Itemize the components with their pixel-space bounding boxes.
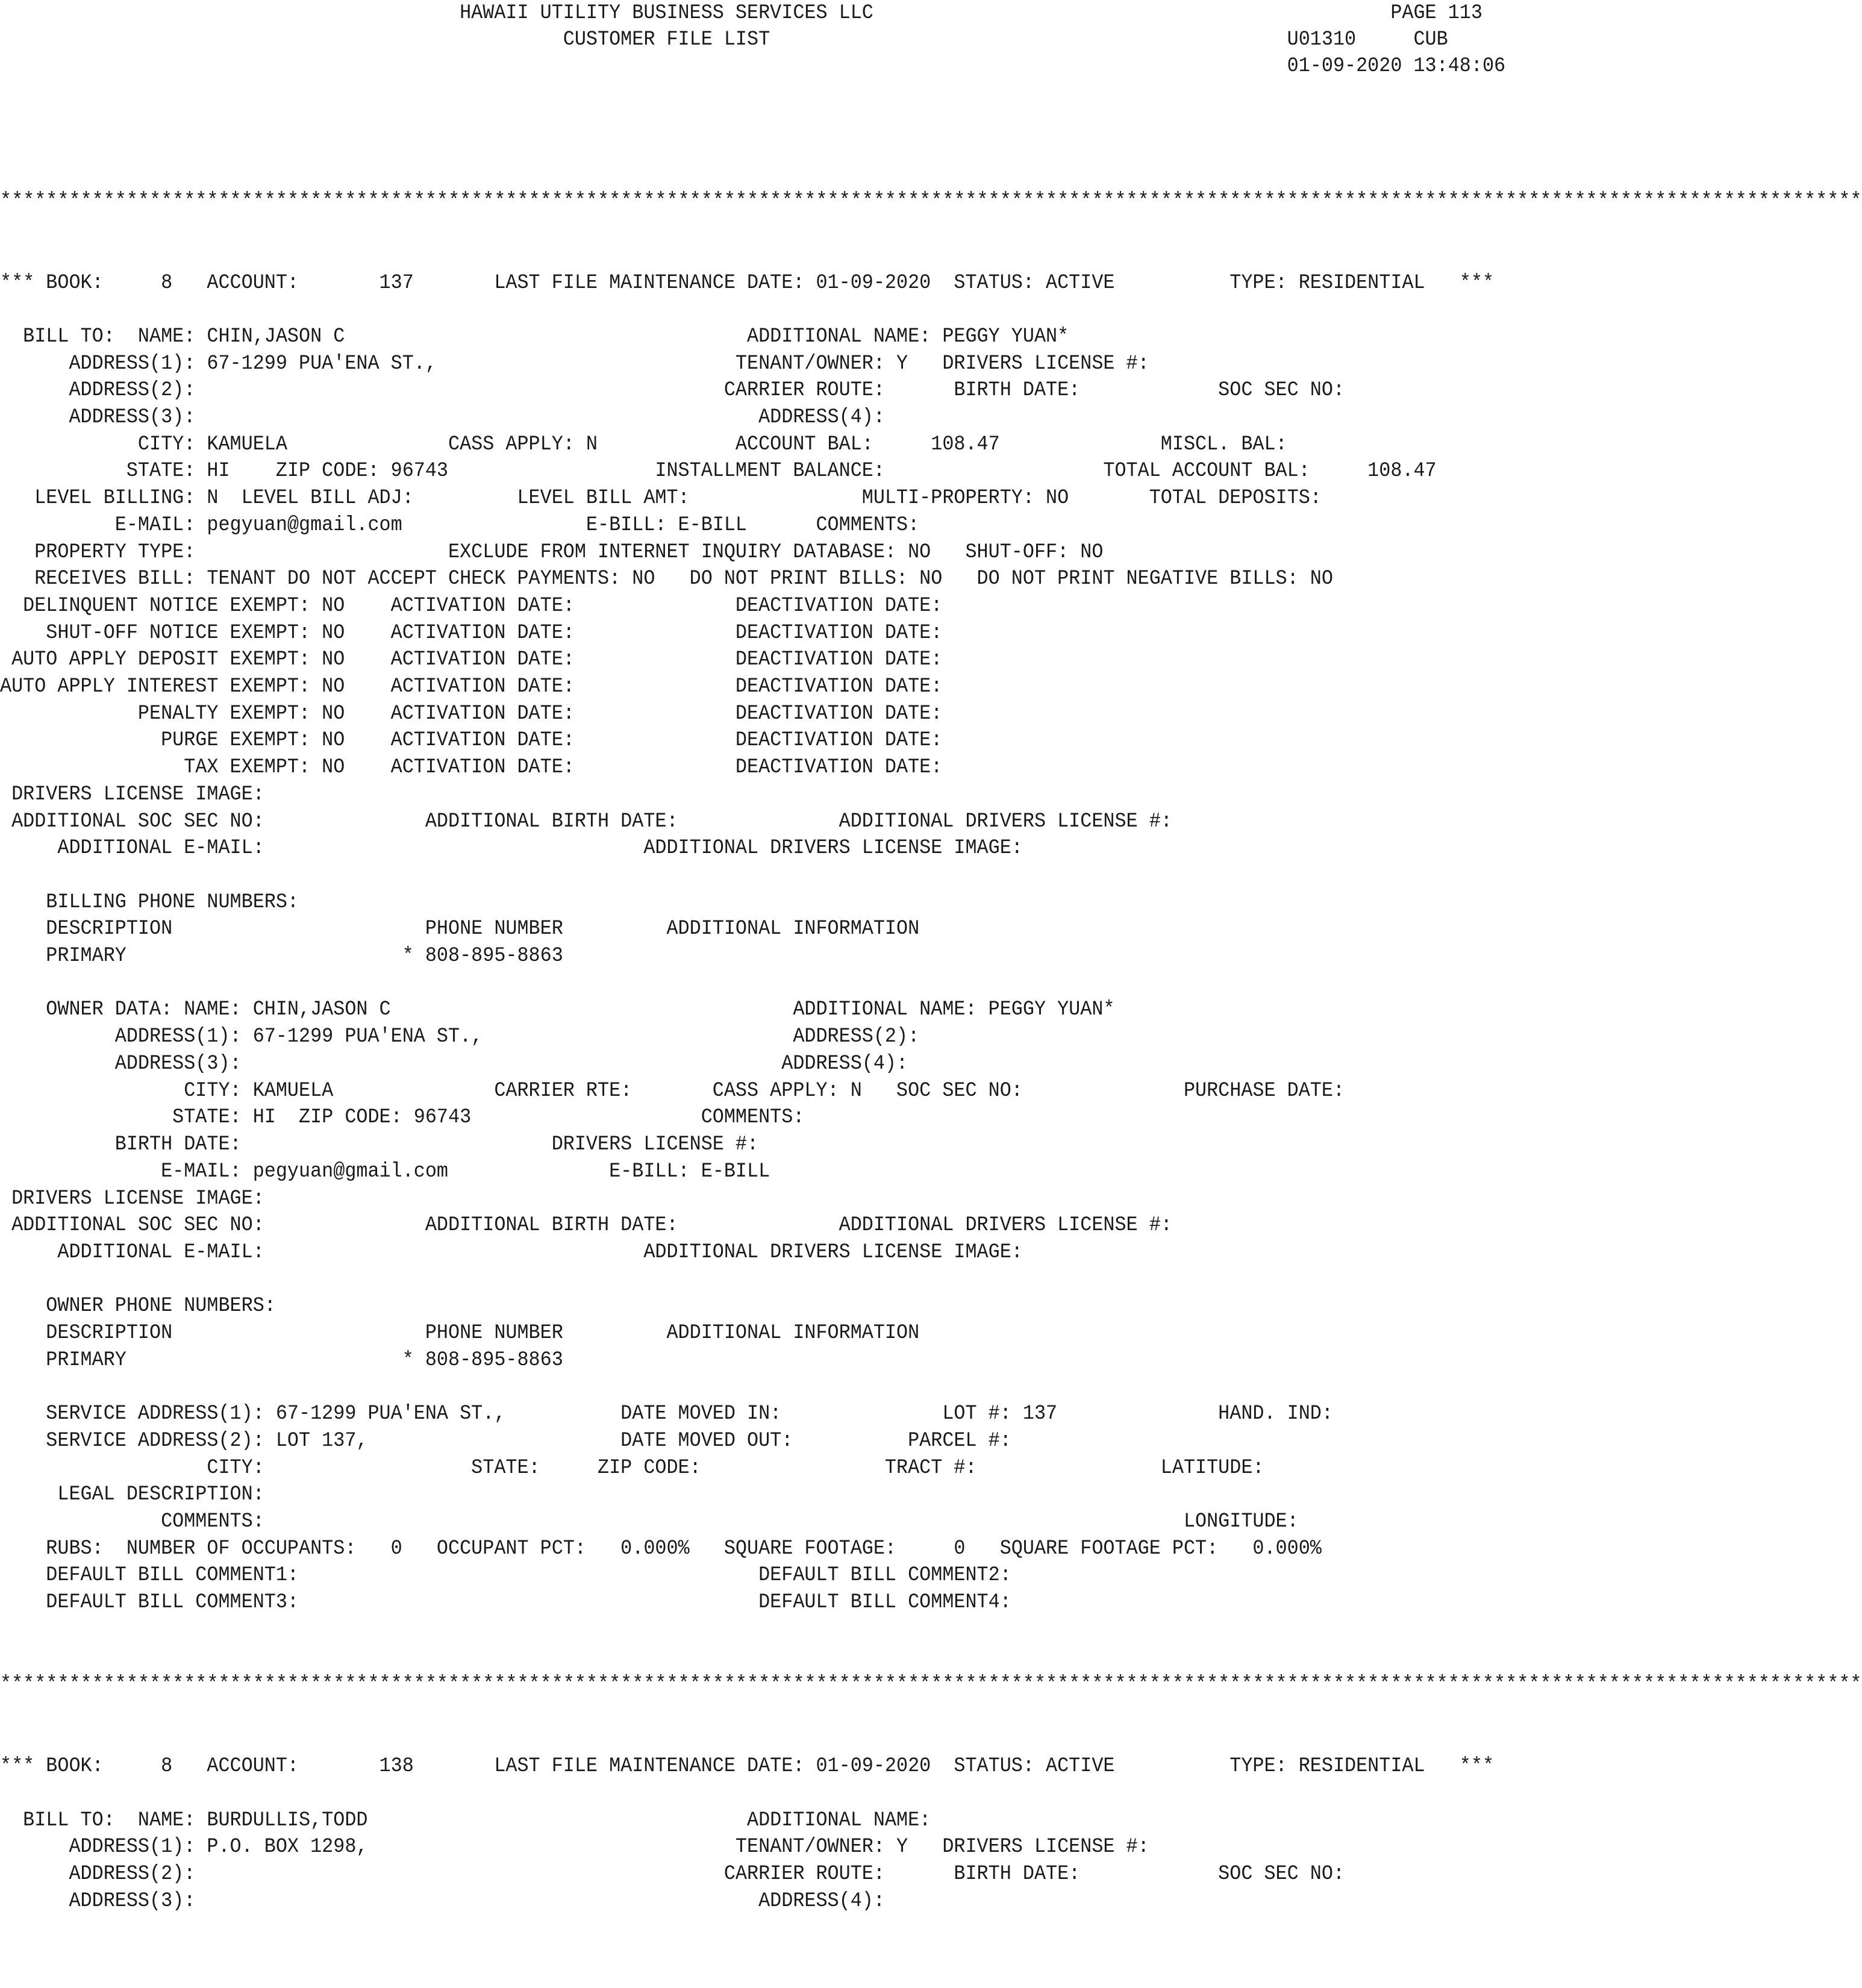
additional-line: ADDITIONAL SOC SEC NO: ADDITIONAL BIRTH DATE: ADDITIONAL DRIVERS LICENSE #: [0, 810, 1172, 833]
owner-phones-line: PRIMARY * 808-895-8863 [0, 1349, 563, 1372]
bill-to-line: ADDRESS(2): CARRIER ROUTE: BIRTH DATE: SOC SEC NO: [0, 379, 1345, 402]
bill-to-line: E-MAIL: pegyuan@gmail.com E-BILL: E-BILL COMMENTS: [0, 514, 920, 537]
exempt-line: DELINQUENT NOTICE EXEMPT: NO ACTIVATION DATE: DEACTIVATION DATE: [0, 595, 943, 617]
service-line: LEGAL DESCRIPTION: [0, 1483, 264, 1506]
bill-to-line: ADDRESS(3): ADDRESS(4): [0, 1890, 885, 1913]
owner-line: CITY: KAMUELA CARRIER RTE: CASS APPLY: N SOC SEC NO: PURCHASE DATE: [0, 1080, 1345, 1102]
star-separator: ****************************************************************************************************************************************************************** [0, 190, 1862, 213]
owner-line: ADDRESS(1): 67-1299 PUA'ENA ST., ADDRESS(2): [0, 1025, 920, 1048]
service-line: SERVICE ADDRESS(2): LOT 137, DATE MOVED OUT: PARCEL #: [0, 1430, 1011, 1452]
additional-line: ADDITIONAL E-MAIL: ADDITIONAL DRIVERS LICENSE IMAGE: [0, 837, 1023, 860]
exempt-line: PENALTY EXEMPT: NO ACTIVATION DATE: DEACTIVATION DATE: [0, 702, 943, 725]
service-line: SERVICE ADDRESS(1): 67-1299 PUA'ENA ST., DATE MOVED IN: LOT #: 137 HAND. IND: [0, 1402, 1333, 1425]
owner-line: OWNER DATA: NAME: CHIN,JASON C ADDITIONAL NAME: PEGGY YUAN* [0, 998, 1115, 1021]
service-line: DEFAULT BILL COMMENT1: DEFAULT BILL COMMENT2: [0, 1564, 1011, 1587]
report-header-company: HAWAII UTILITY BUSINESS SERVICES LLC PAGE 113 [0, 2, 1482, 25]
additional-line: DRIVERS LICENSE IMAGE: [0, 783, 264, 806]
service-line: DEFAULT BILL COMMENT3: DEFAULT BILL COMMENT4: [0, 1591, 1011, 1614]
service-line: CITY: STATE: ZIP CODE: TRACT #: LATITUDE: [0, 1457, 1264, 1480]
record-header: *** BOOK: 8 ACCOUNT: 137 LAST FILE MAINTENANCE DATE: 01-09-2020 STATUS: ACTIVE TYPE: RESIDENTIAL *** [0, 272, 1495, 295]
star-separator: ****************************************************************************************************************************************************************** [0, 1673, 1862, 1696]
bill-to-line: PROPERTY TYPE: EXCLUDE FROM INTERNET INQUIRY DATABASE: NO SHUT-OFF: NO [0, 541, 1104, 564]
owner-line: STATE: HI ZIP CODE: 96743 COMMENTS: [0, 1106, 805, 1129]
billing-phones-line: PRIMARY * 808-895-8863 [0, 945, 563, 967]
bill-to-line: ADDRESS(1): P.O. BOX 1298, TENANT/OWNER: Y DRIVERS LICENSE #: [0, 1836, 1149, 1858]
bill-to-line: ADDRESS(3): ADDRESS(4): [0, 406, 885, 429]
service-line: RUBS: NUMBER OF OCCUPANTS: 0 OCCUPANT PCT: 0.000% SQUARE FOOTAGE: 0 SQUARE FOOTAGE PCT: 0.000% [0, 1537, 1322, 1560]
exempt-line: TAX EXEMPT: NO ACTIVATION DATE: DEACTIVATION DATE: [0, 756, 943, 779]
owner-line: E-MAIL: pegyuan@gmail.com E-BILL: E-BILL [0, 1160, 770, 1183]
owner-phones-line: DESCRIPTION PHONE NUMBER ADDITIONAL INFORMATION [0, 1322, 920, 1345]
bill-to-line: ADDRESS(2): CARRIER ROUTE: BIRTH DATE: SOC SEC NO: [0, 1863, 1345, 1886]
exempt-line: PURGE EXEMPT: NO ACTIVATION DATE: DEACTIVATION DATE: [0, 729, 943, 752]
service-line: COMMENTS: LONGITUDE: [0, 1510, 1299, 1533]
bill-to-line: BILL TO: NAME: BURDULLIS,TODD ADDITIONAL NAME: [0, 1809, 931, 1832]
bill-to-line: STATE: HI ZIP CODE: 96743 INSTALLMENT BALANCE: TOTAL ACCOUNT BAL: 108.47 [0, 460, 1437, 483]
bill-to-line: CITY: KAMUELA CASS APPLY: N ACCOUNT BAL: 108.47 MISCL. BAL: [0, 433, 1287, 456]
exempt-line: AUTO APPLY INTEREST EXEMPT: NO ACTIVATION DATE: DEACTIVATION DATE: [0, 675, 943, 698]
owner-phones-line: OWNER PHONE NUMBERS: [0, 1295, 276, 1318]
owner-line: ADDRESS(3): ADDRESS(4): [0, 1052, 908, 1075]
owner-line: BIRTH DATE: DRIVERS LICENSE #: [0, 1133, 759, 1156]
owner-line: ADDITIONAL E-MAIL: ADDITIONAL DRIVERS LICENSE IMAGE: [0, 1241, 1023, 1264]
bill-to-line: ADDRESS(1): 67-1299 PUA'ENA ST., TENANT/OWNER: Y DRIVERS LICENSE #: [0, 352, 1149, 375]
owner-line: ADDITIONAL SOC SEC NO: ADDITIONAL BIRTH DATE: ADDITIONAL DRIVERS LICENSE #: [0, 1214, 1172, 1237]
report-header-title: CUSTOMER FILE LIST U01310 CUB [0, 28, 1448, 51]
billing-phones-line: DESCRIPTION PHONE NUMBER ADDITIONAL INFORMATION [0, 917, 920, 940]
bill-to-line: LEVEL BILLING: N LEVEL BILL ADJ: LEVEL BILL AMT: MULTI-PROPERTY: NO TOTAL DEPOSITS: [0, 487, 1322, 510]
report-header-datetime: 01-09-2020 13:48:06 [0, 55, 1506, 78]
billing-phones-line: BILLING PHONE NUMBERS: [0, 891, 299, 914]
bill-to-line: RECEIVES BILL: TENANT DO NOT ACCEPT CHECK PAYMENTS: NO DO NOT PRINT BILLS: NO DO NOT PRINT NEGATIVE BILLS: NO [0, 567, 1333, 590]
bill-to-line: BILL TO: NAME: CHIN,JASON C ADDITIONAL NAME: PEGGY YUAN* [0, 325, 1069, 348]
exempt-line: AUTO APPLY DEPOSIT EXEMPT: NO ACTIVATION DATE: DEACTIVATION DATE: [0, 648, 943, 671]
record-header: *** BOOK: 8 ACCOUNT: 138 LAST FILE MAINTENANCE DATE: 01-09-2020 STATUS: ACTIVE TYPE: RESIDENTIAL *** [0, 1755, 1495, 1778]
exempt-line: SHUT-OFF NOTICE EXEMPT: NO ACTIVATION DATE: DEACTIVATION DATE: [0, 622, 943, 645]
owner-line: DRIVERS LICENSE IMAGE: [0, 1187, 264, 1210]
